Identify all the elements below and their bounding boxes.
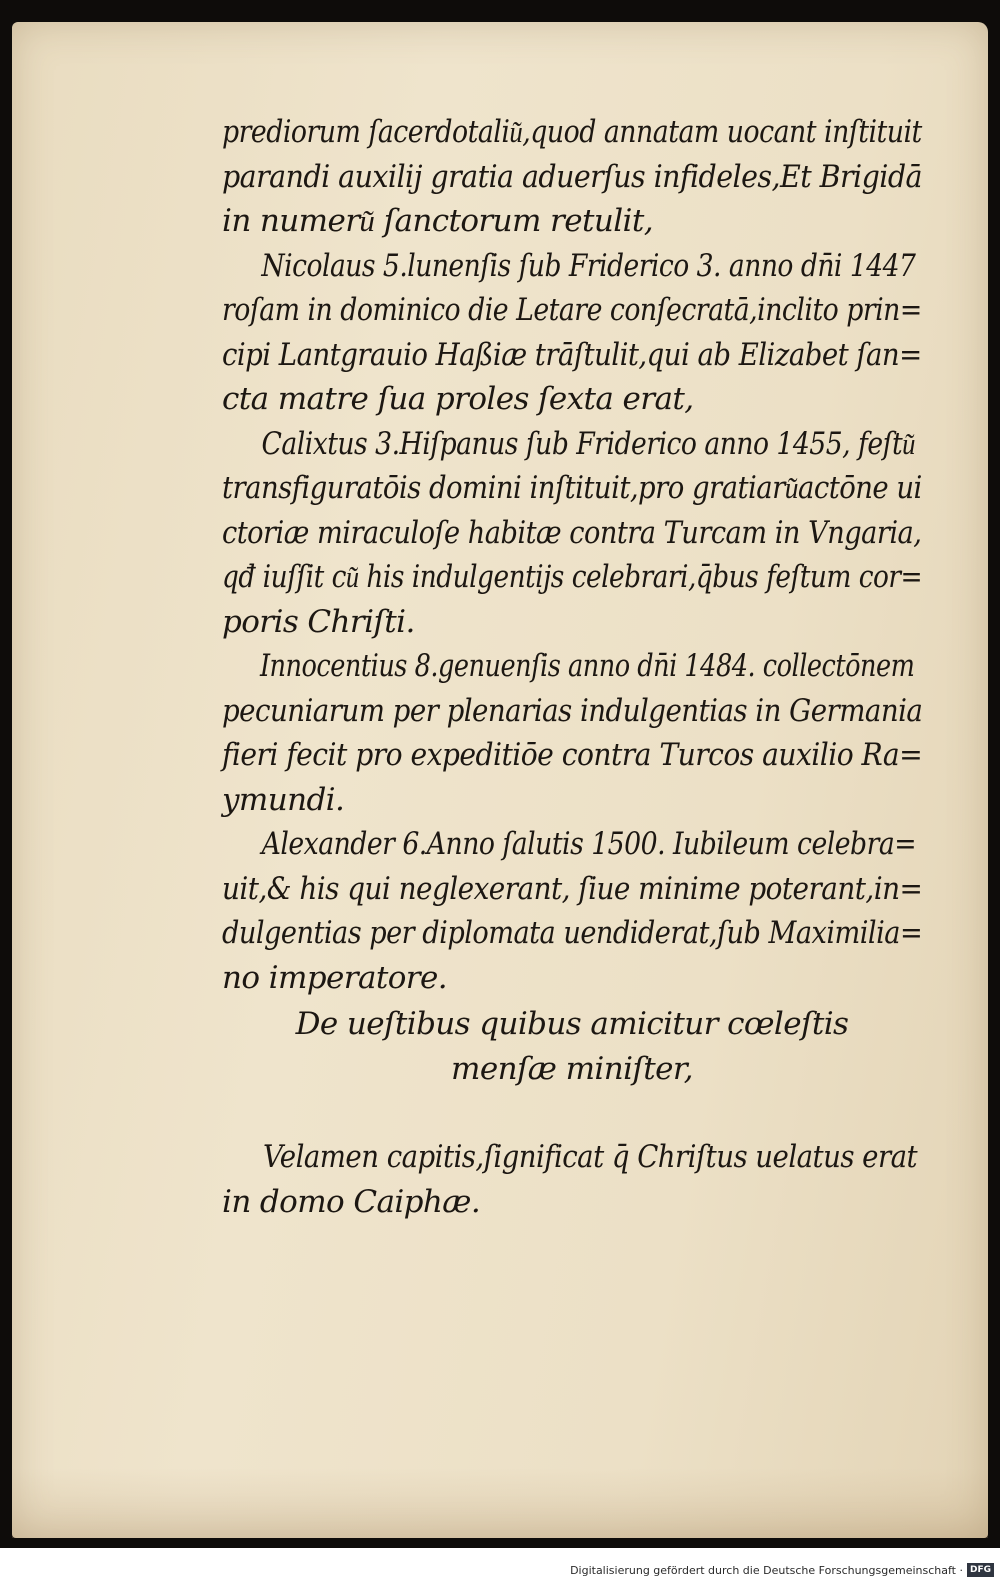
text-line: transfiguratōis domini inſtituit,pro gratiaru͂actōne ui [222, 470, 922, 506]
text-line: cipi Lantgrauio Haßiæ trāſtulit,qui ab Elizabet ſan= [222, 336, 922, 373]
text-line: no imperatore. [222, 959, 448, 996]
page-text [222, 110, 922, 1000]
text-line: qđ iuſſit cu͂ his indulgentijs celebrari,q̄bus feſtum cor= [222, 559, 923, 595]
text-line: ctoriæ miraculoſe habitæ contra Turcam in Vngaria, [222, 514, 922, 551]
paragraph-start-line: Velamen capitis,ſignificat q̄ Chriſtus uelatus erat [262, 1139, 918, 1175]
text-line: dulgentias per diplomata uendiderat,ſub Maximilia= [222, 915, 923, 951]
paragraph-start-line: Calixtus 3.Hiſpanus ſub Friderico anno 1455, feſtu͂ [261, 425, 915, 462]
paragraph-start-line: Nicolaus 5.lunenſis ſub Friderico 3. anno dn̄i 1447 [261, 247, 916, 284]
text-line: in numeru͂ ſanctorum retulit, [222, 203, 653, 239]
text-line: prediorum ſacerdotaliu͂,quod annatam uocant inſtituit [222, 114, 922, 150]
digitization-footer [570, 1557, 994, 1583]
dfg-logo-icon: DFG [967, 1563, 994, 1577]
text-line: in domo Caiphæ. [222, 1183, 481, 1220]
text-line: poris Chriſti. [222, 603, 415, 640]
text-line: ymundi. [222, 781, 345, 818]
text-line: fieri fecit pro expeditiōe contra Turcos auxilio Ra= [222, 737, 923, 773]
paragraph-start-line: Alexander 6.Anno ſalutis 1500. Iubileum celebra= [261, 826, 917, 862]
text-line: pecuniarum per plenarias indulgentias in Germania [222, 692, 923, 729]
text-line: parandi auxilij gratia aduerſus infideles,Et Brigidā [222, 158, 922, 195]
section-text [222, 1135, 922, 1224]
footer-credit: Digitalisierung gefördert durch die Deutsche Forschungsgemeinschaft · [570, 1563, 963, 1577]
text-line: roſam in dominico die Letare conſecratā,inclito prin= [222, 292, 922, 328]
paragraph-start-line: Innocentius 8.genuenſis anno dn̄i 1484. collectōnem [259, 648, 915, 684]
heading-line: menſæ miniſter, [451, 1050, 693, 1087]
text-line: cta matre ſua proles ſexta erat, [222, 381, 694, 417]
heading-line: De ueſtibus quibus amicitur cœleſtis [295, 1006, 849, 1042]
text-line: uit,& his qui neglexerant, ſiue minime poterant,in= [222, 870, 923, 907]
section-heading [222, 1002, 922, 1091]
